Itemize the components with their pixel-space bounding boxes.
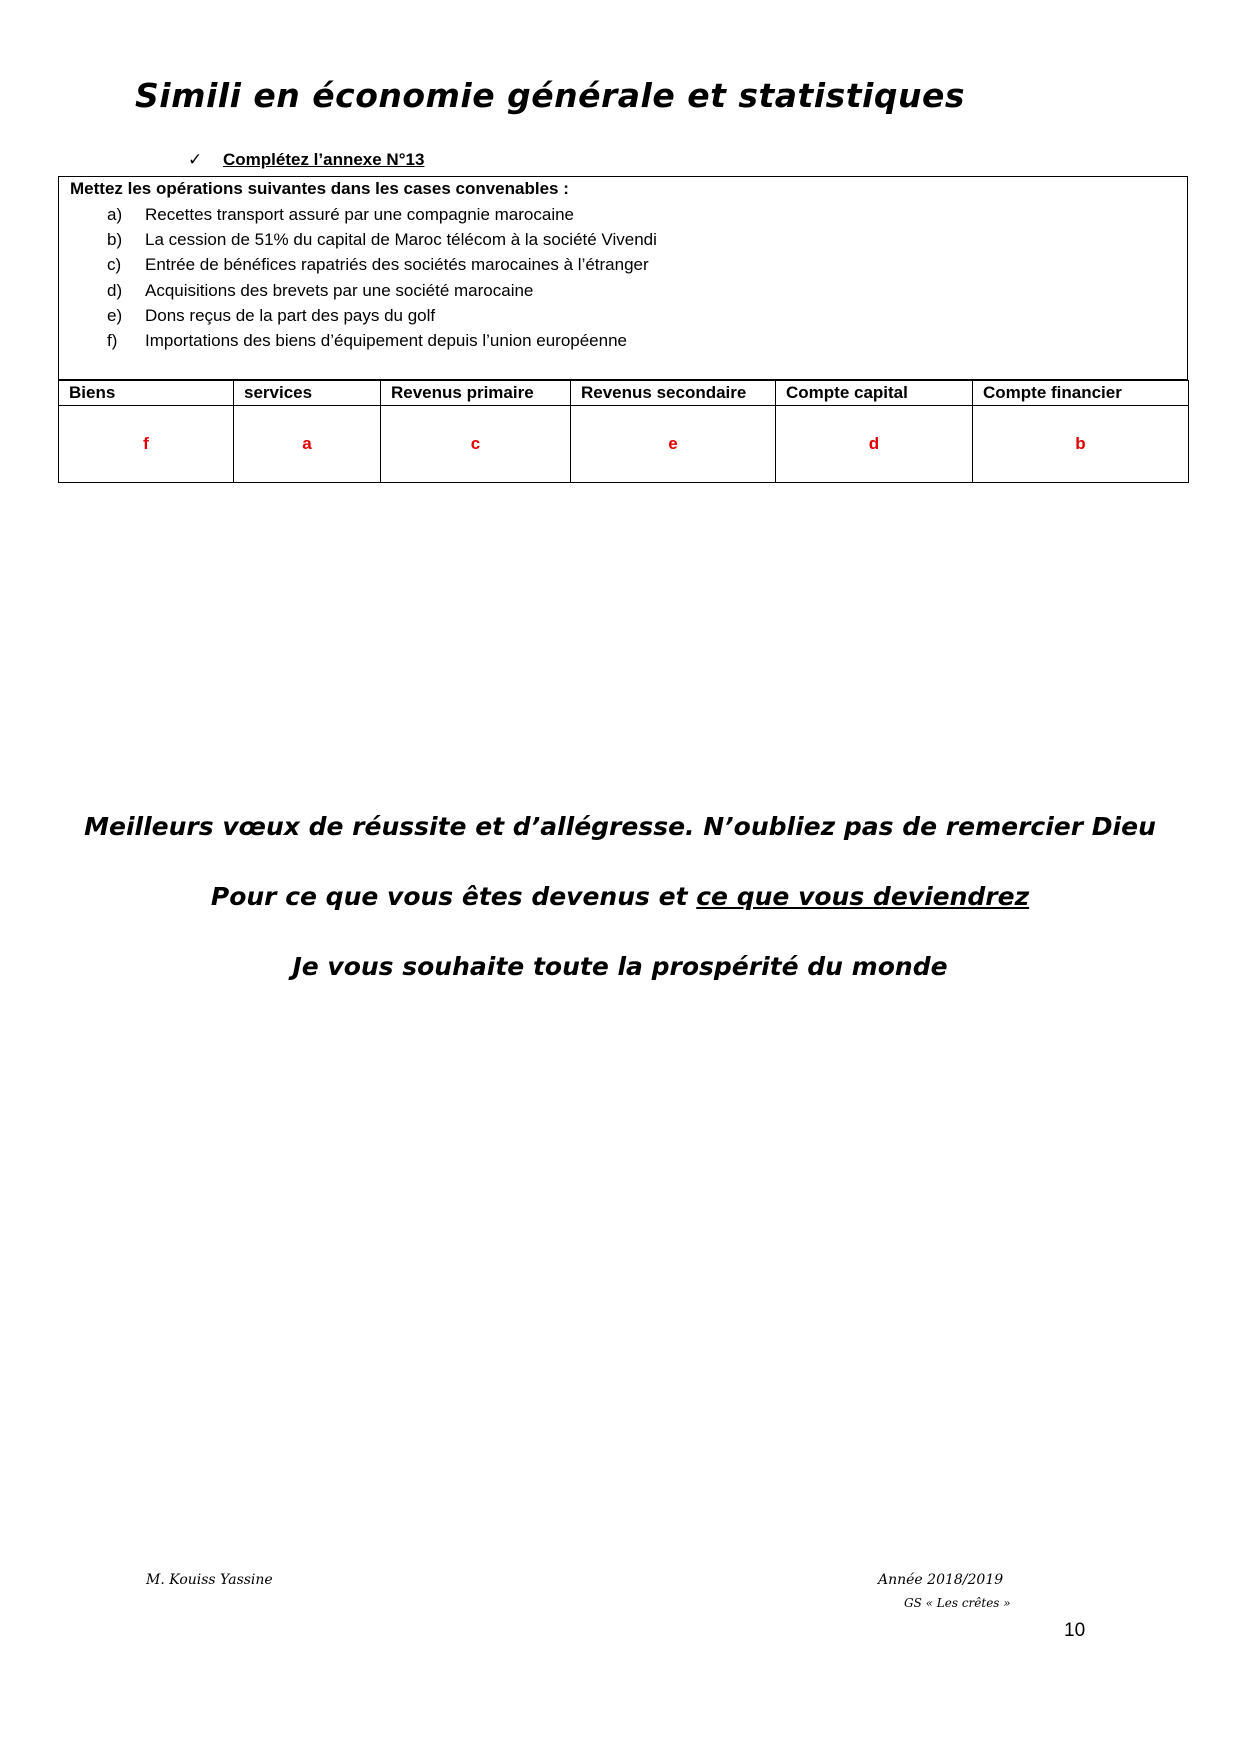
footer-author: M. Kouiss Yassine [146, 1572, 273, 1588]
answer-cell: e [571, 406, 776, 483]
header-compte-capital: Compte capital [776, 381, 973, 406]
section-label: Complétez l’annexe N°13 [222, 150, 425, 169]
header-compte-financier: Compte financier [973, 381, 1189, 406]
wish-line-2: Pour ce que vous êtes devenus et ce que vous deviendrez [210, 882, 1030, 911]
table-header-row [59, 381, 1189, 406]
list-item: a) Recettes transport assuré par une compagnie marocaine [107, 205, 575, 224]
wish-line-1: Meilleurs vœux de réussite et d’allégresse. N’oubliez pas de remercier Dieu [84, 812, 1156, 841]
wish-underlined: ce que vous deviendrez [696, 882, 1030, 911]
header-revenus-primaire: Revenus primaire [381, 381, 571, 406]
footer-year: Année 2018/2019 [878, 1572, 1004, 1588]
list-item: e) Dons reçus de la part des pays du golf [107, 305, 436, 325]
table-row [59, 406, 1189, 483]
answer-cell: b [973, 406, 1189, 483]
header-revenus-secondaire: Revenus secondaire [571, 381, 776, 406]
page-number: 10 [1064, 1620, 1086, 1641]
operations-list [107, 205, 657, 356]
list-item: f) Importations des biens d’équipement depuis l’union européenne [107, 330, 628, 350]
list-item: b) La cession de 51% du capital de Maroc télécom à la société Vivendi [107, 230, 657, 250]
answer-table [58, 380, 1189, 483]
list-item: c) Entrée de bénéfices rapatriés des sociétés marocaines à l’étranger [107, 255, 649, 275]
header-biens: Biens [59, 381, 234, 406]
footer-school: GS « Les crêtes » [904, 1596, 1011, 1610]
instructions-box [58, 176, 1188, 380]
instructions-heading: Mettez les opérations suivantes dans les cases convenables : [70, 179, 569, 198]
header-services: services [234, 381, 381, 406]
answer-cell: a [234, 406, 381, 483]
check-icon: ✓ [188, 150, 203, 169]
answer-cell: d [776, 406, 973, 483]
page-title: Simili en économie générale et statistiques [135, 76, 965, 115]
answer-cell: c [381, 406, 571, 483]
section-heading [188, 150, 424, 170]
answer-cell: f [59, 406, 234, 483]
wish-line-3: Je vous souhaite toute la prospérité du monde [292, 952, 948, 981]
list-item: d) Acquisitions des brevets par une société marocaine [107, 280, 534, 300]
